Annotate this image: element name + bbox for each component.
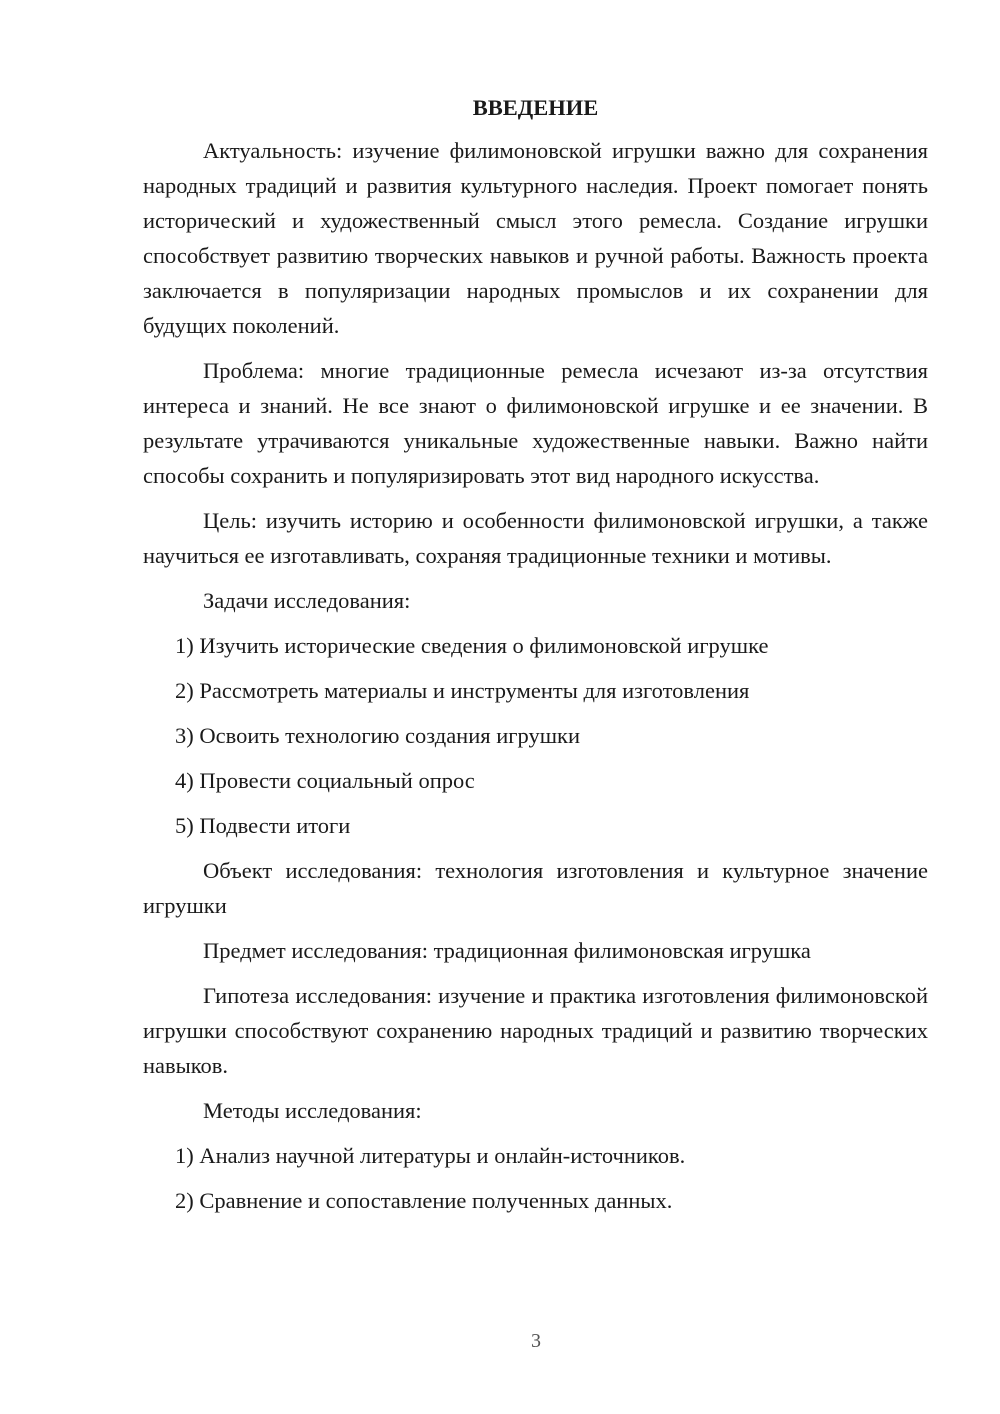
list-item: 1) Изучить исторические сведения о филимоновской игрушке: [175, 633, 769, 658]
paragraph-goal: Цель: изучить историю и особенности филимоновской игрушки, а также научиться ее изготавливать, сохраняя традиционные техники и мотивы.: [143, 508, 928, 568]
list-item: 2) Сравнение и сопоставление полученных данных.: [175, 1188, 673, 1213]
page-number: 3: [531, 1330, 541, 1352]
tasks-list: [143, 628, 928, 843]
methods-heading: Методы исследования:: [203, 1098, 422, 1123]
paragraph-relevance: Актуальность: изучение филимоновской игрушки важно для сохранения народных традиций и развития культурного наследия. Проект помогает понять исторический и художественный смысл этого ремесла. Создание игрушки способствует развитию творческих навыков и ручной работы. Важность проекта заключается в популяризации народных промыслов и их сохранении для будущих поколений.: [143, 138, 928, 338]
list-item: 1) Анализ научной литературы и онлайн-источников.: [175, 1143, 686, 1168]
tasks-heading: Задачи исследования:: [203, 588, 411, 613]
list-item: 5) Подвести итоги: [175, 813, 351, 838]
paragraph-hypothesis: Гипотеза исследования: изучение и практика изготовления филимоновской игрушки способствуют сохранению народных традиций и развитию творческих навыков.: [143, 983, 928, 1078]
section-title: ВВЕДЕНИЕ: [472, 95, 599, 120]
list-item: 3) Освоить технологию создания игрушки: [175, 723, 581, 748]
paragraph-object: Объект исследования: технология изготовления и культурное значение игрушки: [143, 858, 928, 918]
list-item: 2) Рассмотреть материалы и инструменты для изготовления: [175, 678, 750, 703]
paragraph-problem: Проблема: многие традиционные ремесла исчезают из-за отсутствия интереса и знаний. Не все знают о филимоновской игрушке и ее значении. В результате утрачиваются уникальные художественные навыки. Важно найти способы сохранить и популяризировать этот вид народного искусства.: [143, 358, 928, 488]
document-page: [143, 90, 928, 1228]
paragraph-subject: Предмет исследования: традиционная филимоновская игрушка: [203, 938, 811, 963]
methods-list: [143, 1138, 928, 1218]
list-item: 4) Провести социальный опрос: [175, 768, 475, 793]
